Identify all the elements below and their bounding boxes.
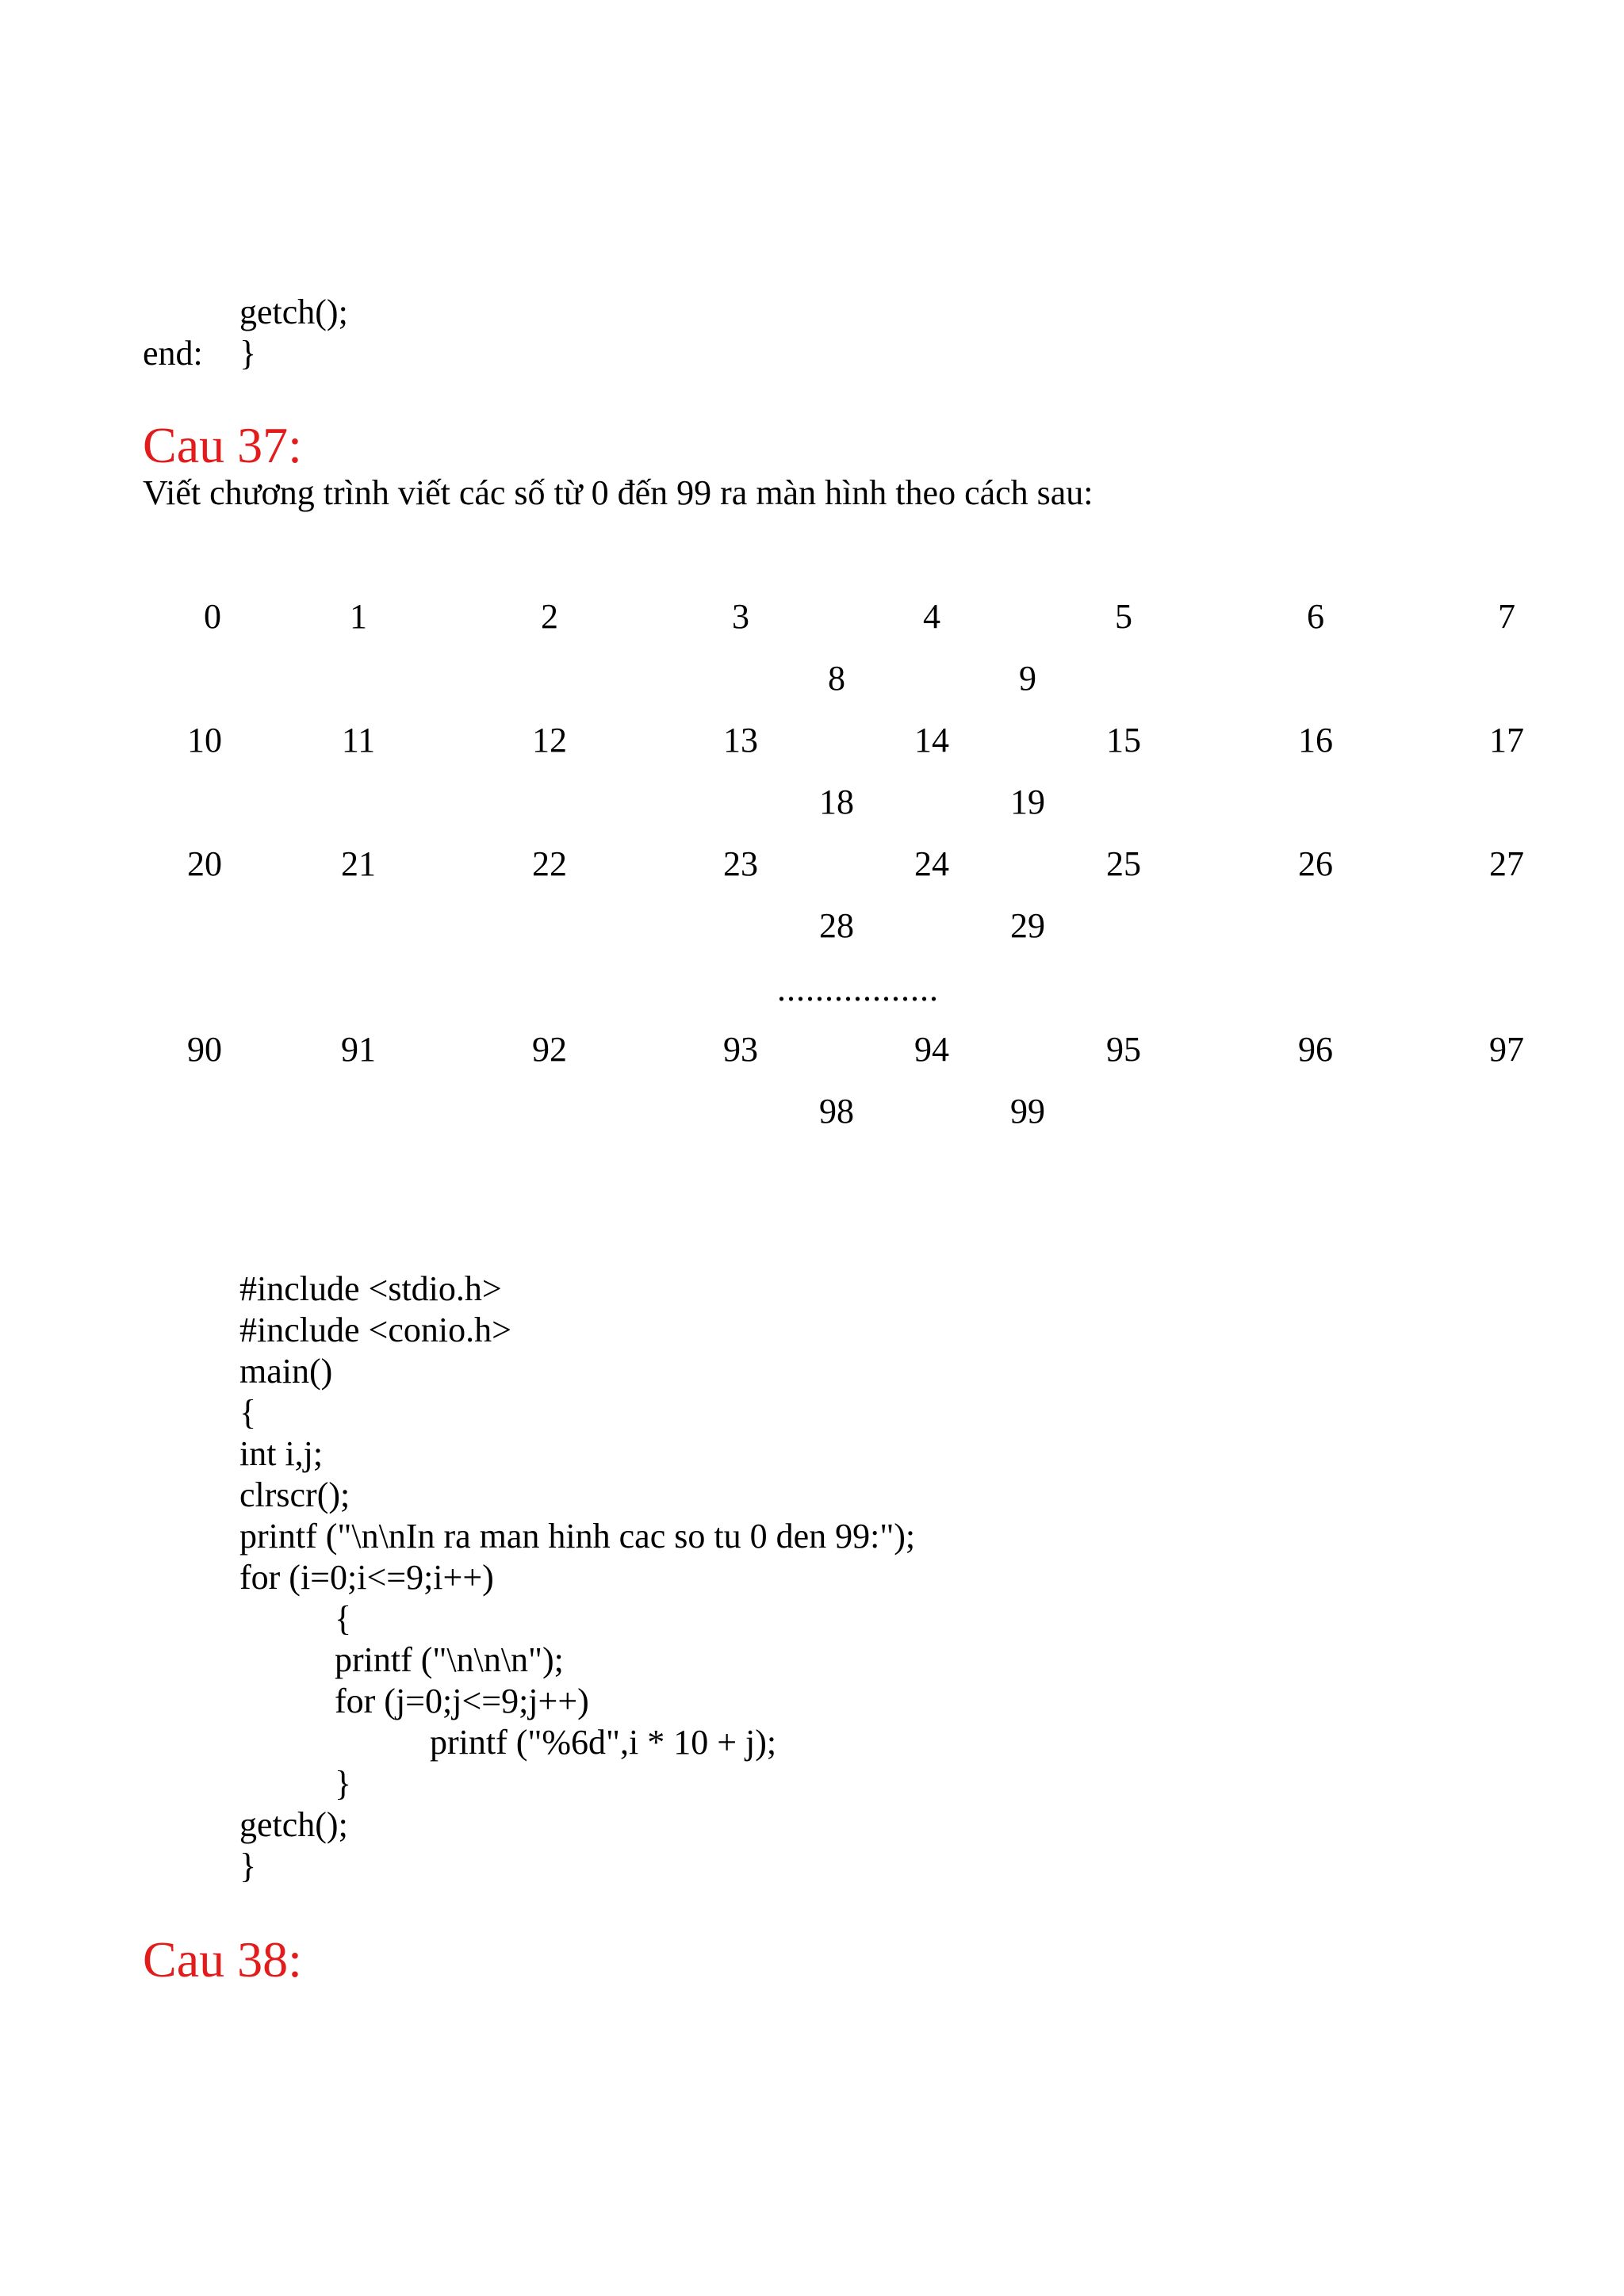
grid-number: 23 bbox=[723, 844, 758, 883]
grid-number: 17 bbox=[1489, 721, 1524, 760]
grid-number: 10 bbox=[187, 721, 222, 760]
code-line: } bbox=[239, 1846, 257, 1885]
grid-number: 29 bbox=[1010, 906, 1045, 945]
grid-number: 20 bbox=[187, 844, 222, 883]
grid-number: 7 bbox=[1498, 597, 1515, 636]
grid-number: 26 bbox=[1298, 844, 1333, 883]
grid-number: 94 bbox=[914, 1030, 949, 1069]
grid-number: 92 bbox=[532, 1030, 567, 1069]
grid-number: 99 bbox=[1010, 1092, 1045, 1131]
code-line: getch(); bbox=[239, 1805, 348, 1844]
code-line: { bbox=[335, 1599, 352, 1638]
grid-number: 25 bbox=[1106, 844, 1141, 883]
question-38-heading: Cau 38: bbox=[143, 1931, 302, 1988]
grid-number: 28 bbox=[819, 906, 854, 945]
code-line: printf ("\n\nIn ra man hinh cac so tu 0 den 99:"); bbox=[239, 1517, 916, 1556]
grid-number: 14 bbox=[914, 721, 949, 760]
code-closing-brace: } bbox=[239, 334, 257, 373]
grid-number: 24 bbox=[914, 844, 949, 883]
grid-number: 11 bbox=[341, 721, 376, 760]
grid-number: 97 bbox=[1489, 1030, 1524, 1069]
question-37-intro: Viết chương trình viết các số từ 0 đến 99 ra màn hình theo cách sau: bbox=[143, 473, 1094, 512]
code-line: main() bbox=[239, 1352, 333, 1391]
grid-number: 95 bbox=[1106, 1030, 1141, 1069]
code-line: for (i=0;i<=9;i++) bbox=[239, 1558, 494, 1597]
grid-number: 93 bbox=[723, 1030, 758, 1069]
grid-number: 4 bbox=[923, 597, 940, 636]
code-label-end: end: bbox=[143, 334, 203, 373]
question-37-heading: Cau 37: bbox=[143, 417, 302, 473]
grid-number: 18 bbox=[819, 783, 854, 821]
grid-number: 9 bbox=[1019, 659, 1036, 698]
grid-number: 6 bbox=[1307, 597, 1324, 636]
grid-number: 2 bbox=[541, 597, 558, 636]
grid-number: 91 bbox=[341, 1030, 376, 1069]
code-line: clrscr(); bbox=[239, 1475, 350, 1514]
code-line: getch(); bbox=[239, 293, 348, 331]
grid-number: 5 bbox=[1115, 597, 1132, 636]
code-line: printf ("%6d",i * 10 + j); bbox=[430, 1723, 777, 1762]
code-line: int i,j; bbox=[239, 1434, 324, 1473]
grid-number: 98 bbox=[819, 1092, 854, 1131]
grid-number: 96 bbox=[1298, 1030, 1333, 1069]
grid-number: 90 bbox=[187, 1030, 222, 1069]
code-line: for (j=0;j<=9;j++) bbox=[335, 1682, 589, 1720]
grid-number: 8 bbox=[828, 659, 845, 698]
code-line: { bbox=[239, 1393, 257, 1432]
grid-number: 22 bbox=[532, 844, 567, 883]
code-line: } bbox=[335, 1764, 352, 1803]
grid-number: 21 bbox=[341, 844, 376, 883]
grid-number: 27 bbox=[1489, 844, 1524, 883]
grid-number: 1 bbox=[350, 597, 367, 636]
code-line: printf ("\n\n\n"); bbox=[335, 1640, 564, 1679]
code-line: #include <stdio.h> bbox=[239, 1269, 502, 1308]
grid-ellipsis: ................. bbox=[777, 970, 939, 1008]
grid-number: 15 bbox=[1106, 721, 1141, 760]
code-line: #include <conio.h> bbox=[239, 1311, 511, 1349]
grid-number: 16 bbox=[1298, 721, 1333, 760]
grid-number: 3 bbox=[732, 597, 749, 636]
grid-number: 19 bbox=[1010, 783, 1045, 821]
grid-number: 12 bbox=[532, 721, 567, 760]
grid-number: 13 bbox=[723, 721, 758, 760]
grid-number: 0 bbox=[204, 597, 221, 636]
